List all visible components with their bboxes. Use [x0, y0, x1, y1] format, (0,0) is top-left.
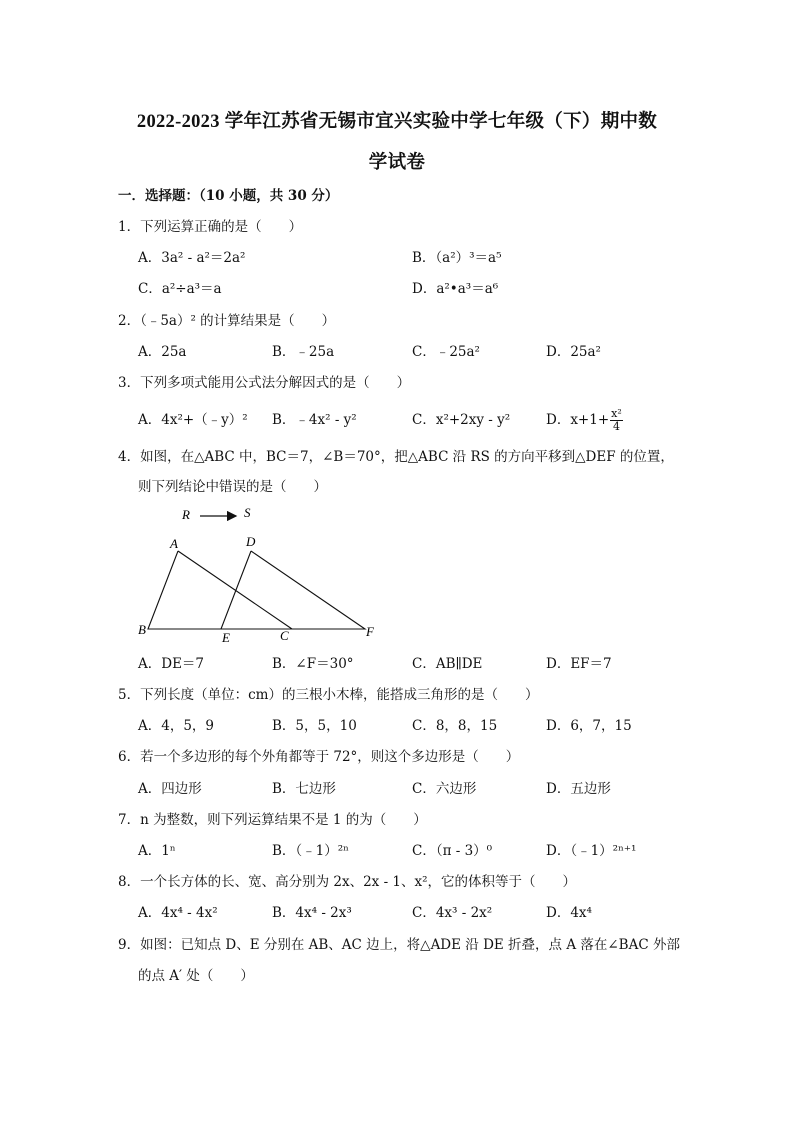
question-1-option-d: D．a²•a³＝a⁶ [412, 281, 499, 297]
question-5-option-d: D．6，7，15 [546, 718, 632, 734]
question-5-option-c: C．8，8，15 [412, 718, 498, 734]
label-d: D [246, 534, 256, 549]
triangle-def [221, 551, 365, 629]
label-c: C [280, 628, 289, 643]
question-2-option-a: A．25a [138, 344, 187, 360]
label-e: E [222, 630, 230, 645]
question-9-stem-line2: 的点 A′ 处（ ） [138, 968, 254, 984]
question-3-option-d-fraction [610, 408, 623, 433]
exam-title-line2: 学试卷 [368, 153, 426, 173]
question-8-option-c: C．4x³ - 2x² [412, 905, 493, 921]
question-2-option-c: C．﹣25a² [412, 344, 480, 360]
label-s: S [244, 505, 251, 520]
question-4-stem-line2: 则下列结论中错误的是（ ） [138, 479, 327, 495]
question-3-option-c: C．x²+2xy - y² [412, 412, 511, 428]
question-9-stem-line1: 9．如图：已知点 D、E 分别在 AB、AC 边上，将△ADE 沿 DE 折叠，点 A 落在∠BAC 外部 [118, 937, 680, 953]
question-4-option-c: C．AB∥DE [412, 656, 483, 672]
label-f: F [366, 624, 374, 639]
question-1-option-c: C．a²÷a³＝a [138, 281, 222, 297]
fraction-numerator: x² [611, 407, 622, 420]
question-7-option-b: B．（﹣1）²ⁿ [272, 843, 350, 859]
question-7-option-c: C．（π - 3）⁰ [412, 843, 493, 859]
question-8-stem: 8．一个长方体的长、宽、高分别为 2x、2x - 1、x²，它的体积等于（ ） [118, 874, 577, 890]
question-7-option-a: A．1ⁿ [138, 843, 176, 859]
label-r: R [182, 507, 190, 522]
question-1-option-b: B．（a²）³＝a⁵ [412, 250, 502, 266]
question-3-option-d-prefix: D．x+1+ [546, 412, 610, 428]
question-2-stem: 2．（﹣5a）² 的计算结果是（ ） [118, 313, 336, 329]
question-6-option-d: D．五边形 [546, 781, 611, 797]
question-2-option-b: B．﹣25a [272, 344, 335, 360]
question-3-option-a: A．4x²+（﹣y）² [138, 412, 248, 428]
question-7-stem: 7．n 为整数，则下列运算结果不是 1 的为（ ） [118, 812, 427, 828]
question-4-stem-line1: 4．如图，在△ABC 中，BC＝7，∠B＝70°，把△ABC 沿 RS 的方向平移到△DEF 的位置， [118, 449, 674, 465]
question-8-option-d: D．4x⁴ [546, 905, 592, 921]
question-5-option-b: B．5，5，10 [272, 718, 357, 734]
question-6-option-c: C．六边形 [412, 781, 477, 797]
question-3-option-b: B．﹣4x² - y² [272, 412, 357, 428]
exam-title-line1: 2022-2023 学年江苏省无锡市宜兴实验中学七年级（下）期中数 [136, 112, 658, 132]
question-6-stem: 6．若一个多边形的每个外角都等于 72°，则这个多边形是（ ） [118, 749, 520, 765]
label-a: A [170, 536, 178, 551]
question-5-stem: 5．下列长度（单位：cm）的三根小木棒，能搭成三角形的是（ ） [118, 687, 539, 703]
question-6-option-b: B．七边形 [272, 781, 336, 797]
question-3-stem: 3．下列多项式能用公式法分解因式的是（ ） [118, 375, 411, 391]
question-1-stem: 1．下列运算正确的是（ ） [118, 219, 303, 235]
question-8-option-a: A．4x⁴ - 4x² [138, 905, 218, 921]
section-heading: 一．选择题：（10 小题，共 30 分） [118, 188, 339, 204]
question-6-option-a: A．四边形 [138, 781, 202, 797]
question-4-option-b: B．∠F＝30° [272, 656, 354, 672]
question-4-option-d: D．EF＝7 [546, 656, 612, 672]
question-5-option-a: A．4，5，9 [138, 718, 215, 734]
triangle-abc [148, 551, 292, 629]
question-8-option-b: B．4x⁴ - 2x³ [272, 905, 352, 921]
question-1-option-a: A．3a² - a²＝2a² [138, 250, 246, 266]
translation-figure [130, 500, 390, 648]
question-7-option-d: D．（﹣1）²ⁿ⁺¹ [546, 843, 637, 859]
question-2-option-d: D．25a² [546, 344, 601, 360]
fraction-denominator: 4 [612, 420, 620, 433]
question-4-option-a: A．DE＝7 [138, 656, 205, 672]
question-3-option-d [546, 402, 623, 438]
label-b: B [138, 622, 146, 637]
